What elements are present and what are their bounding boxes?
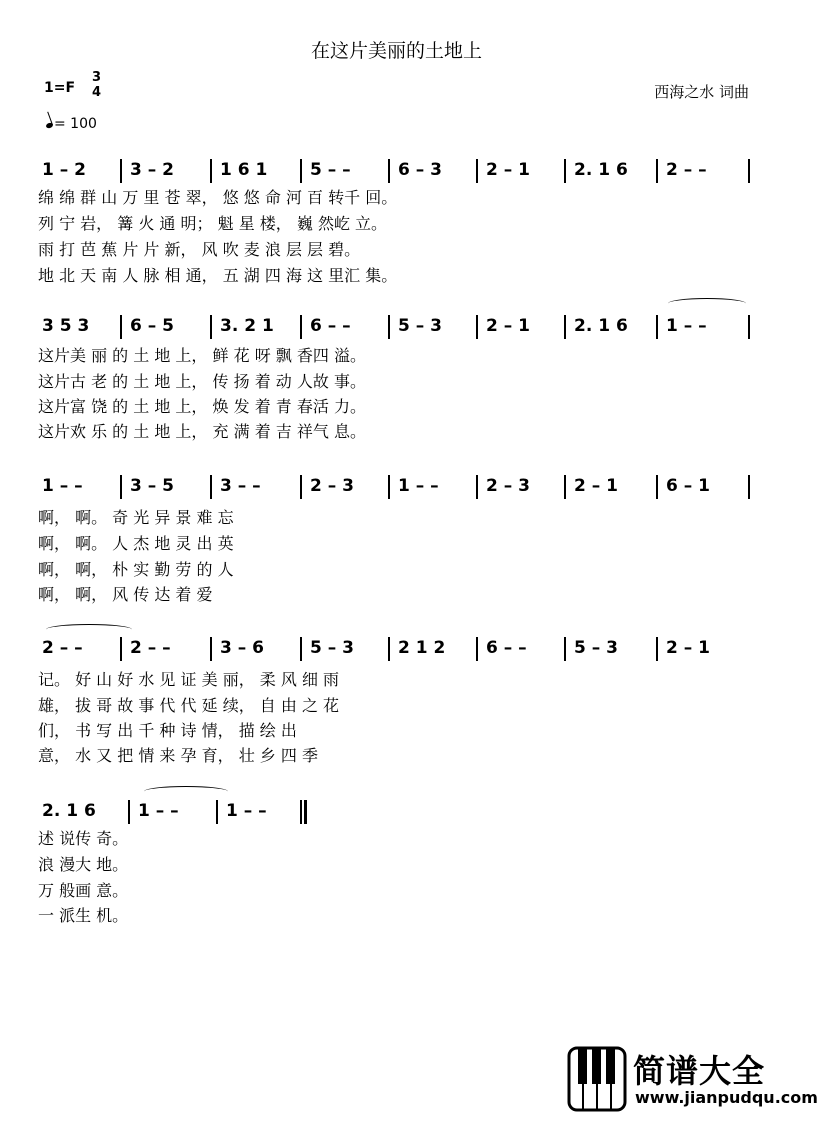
measure: 3 – 5	[130, 476, 174, 496]
meter-top: 3	[92, 70, 102, 85]
lyric-verse-1: 记。 好 山 好 水 见 证 美 丽， 柔 风 细 雨	[38, 670, 340, 689]
score-system-4	[38, 635, 758, 665]
key-signature: 1=F	[44, 80, 76, 96]
bar-line	[748, 475, 750, 499]
lyric-verse-3: 啊， 啊， 朴 实 勤 劳 的 人	[38, 560, 234, 579]
measure: 6 – 1	[666, 476, 710, 496]
bar-line	[210, 637, 212, 661]
measure: 3. 2 1	[220, 316, 274, 336]
measure: 6 – –	[486, 638, 527, 658]
bar-line	[748, 315, 750, 339]
score-system-5	[38, 798, 758, 828]
bar-line	[300, 475, 302, 499]
bar-line	[300, 159, 302, 183]
bar-line	[388, 159, 390, 183]
bar-line	[564, 475, 566, 499]
measure: 5 – 3	[574, 638, 618, 658]
lyric-verse-3: 这片富 饶 的 土 地 上， 焕 发 着 青 春活 力。	[38, 397, 366, 416]
measure: 1 – –	[666, 316, 707, 336]
measure: 3 5 3	[42, 316, 90, 336]
site-logo	[567, 1046, 818, 1116]
measure: 1 – 2	[42, 160, 86, 180]
lyric-verse-3: 雨 打 芭 蕉 片 片 新， 风 吹 麦 浪 层 层 碧。	[38, 240, 361, 259]
measure: 2 – 1	[486, 316, 530, 336]
logo-name: 简谱大全	[633, 1052, 766, 1090]
lyric-verse-3: 们， 书 写 出 千 种 诗 情， 描 绘 出	[38, 721, 297, 740]
bar-line	[388, 475, 390, 499]
bar-line	[388, 637, 390, 661]
measure: 2. 1 6	[42, 801, 96, 821]
measure: 2 1 2	[398, 638, 446, 658]
measure: 2. 1 6	[574, 316, 628, 336]
lyric-verse-4: 地 北 天 南 人 脉 相 通， 五 湖 四 海 这 里汇 集。	[38, 266, 398, 285]
measure: 3 – 6	[220, 638, 264, 658]
lyric-verse-1: 绵 绵 群 山 万 里 苍 翠， 悠 悠 命 河 百 转千 回。	[38, 188, 398, 207]
bar-line	[128, 800, 130, 824]
bar-line	[216, 800, 218, 824]
bar-line	[210, 475, 212, 499]
bar-line	[748, 159, 750, 183]
measure: 2 – –	[130, 638, 171, 658]
measure: 6 – 5	[130, 316, 174, 336]
score-system-3	[38, 473, 758, 503]
lyric-verse-4: 意， 水 又 把 情 来 孕 育， 壮 乡 四 季	[38, 746, 318, 765]
bar-line	[476, 159, 478, 183]
lyric-verse-1: 这片美 丽 的 土 地 上， 鲜 花 呀 飘 香四 溢。	[38, 346, 366, 365]
measure: 3 – 2	[130, 160, 174, 180]
lyric-verse-3: 万 般画 意。	[38, 881, 129, 900]
measure: 2 – –	[42, 638, 83, 658]
bar-line	[656, 315, 658, 339]
measure: 1 – –	[226, 801, 267, 821]
measure: 1 6 1	[220, 160, 268, 180]
bar-line	[300, 315, 302, 339]
lyric-verse-4: 一 派生 机。	[38, 906, 129, 925]
measure: 2 – 3	[310, 476, 354, 496]
bar-line	[120, 475, 122, 499]
measure: 2 – 3	[486, 476, 530, 496]
bar-line	[120, 315, 122, 339]
bar-line	[210, 159, 212, 183]
slur	[144, 786, 228, 797]
measure: 5 – 3	[398, 316, 442, 336]
song-title: 在这片美丽的土地上	[310, 40, 482, 62]
bar-line	[656, 475, 658, 499]
bar-line	[476, 637, 478, 661]
lyric-verse-2: 这片古 老 的 土 地 上， 传 扬 着 动 人故 事。	[38, 372, 366, 391]
bar-line	[300, 800, 302, 824]
time-signature	[92, 70, 101, 100]
score-system-2	[38, 313, 758, 343]
measure: 6 – –	[310, 316, 351, 336]
lyric-verse-2: 列 宁 岩， 篝 火 通 明； 魁 星 楼， 巍 然屹 立。	[38, 214, 388, 233]
bar-line	[564, 637, 566, 661]
bar-line	[656, 637, 658, 661]
logo-url: www.jianpudqu.com	[635, 1088, 818, 1107]
bar-line	[120, 159, 122, 183]
bar-line	[564, 159, 566, 183]
lyric-verse-1: 啊， 啊。 奇 光 异 景 难 忘	[38, 508, 234, 527]
measure: 2 – 1	[574, 476, 618, 496]
bar-line	[476, 315, 478, 339]
measure: 2 – 1	[666, 638, 710, 658]
score-system-1	[38, 157, 758, 187]
measure: 1 – –	[398, 476, 439, 496]
slur	[46, 624, 132, 635]
lyric-verse-4: 这片欢 乐 的 土 地 上， 充 满 着 吉 祥气 息。	[38, 422, 366, 441]
lyric-verse-2: 啊， 啊。 人 杰 地 灵 出 英	[38, 534, 234, 553]
lyric-verse-2: 雄， 拔 哥 故 事 代 代 延 续， 自 由 之 花	[38, 696, 340, 715]
bar-line	[210, 315, 212, 339]
bar-line	[564, 315, 566, 339]
lyric-verse-4: 啊， 啊， 风 传 达 着 爱	[38, 585, 213, 604]
measure: 2. 1 6	[574, 160, 628, 180]
bar-line	[388, 315, 390, 339]
measure: 5 – 3	[310, 638, 354, 658]
piano-keys-icon	[567, 1046, 627, 1112]
bar-line	[656, 159, 658, 183]
measure: 1 – –	[42, 476, 83, 496]
quarter-note-icon	[45, 122, 53, 129]
measure: 3 – –	[220, 476, 261, 496]
lyric-verse-1: 述 说传 奇。	[38, 829, 129, 848]
bar-line	[120, 637, 122, 661]
measure: 2 – –	[666, 160, 707, 180]
author-credit: 西海之水 词曲	[654, 83, 749, 101]
lyric-verse-2: 浪 漫大 地。	[38, 855, 129, 874]
tempo-value: = 100	[54, 116, 97, 132]
tempo-marking	[46, 116, 97, 132]
bar-line	[300, 637, 302, 661]
measure: 2 – 1	[486, 160, 530, 180]
measure: 5 – –	[310, 160, 351, 180]
final-bar-line	[304, 800, 307, 824]
bar-line	[476, 475, 478, 499]
measure: 6 – 3	[398, 160, 442, 180]
slur	[668, 298, 746, 309]
measure: 1 – –	[138, 801, 179, 821]
meter-bottom: 4	[92, 85, 102, 100]
